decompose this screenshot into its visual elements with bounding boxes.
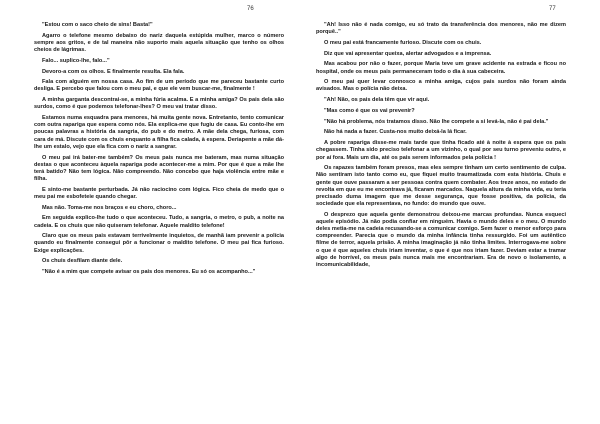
paragraph: Diz que vai apresentar queixa, alertar advogados e a imprensa. bbox=[324, 50, 492, 57]
paragraph: O meu pai está francamente furioso. Discute com os chuis. bbox=[324, 39, 482, 46]
paragraph: Estamos numa esquadra para menores, há muita gente nova. Entretanto, tento comunicar com outra rapariga que espera como nós. Ela explica-me que fugiu de casa. Eu conto-lhe em poucas palavras a história da sangria, do pub e do metro. A mãe dela chega, furiosa, com cara de má. Discute com os chuis enquanto a filha fica calada, à espera. Deriapente a mãe dá-lhe um estalo, vejo que ela fica com o nariz a sangrar. bbox=[34, 115, 284, 150]
paragraph: "Não há problema, nós tratamos disso. Não lhe compete a si levá-la, não é pai dela." bbox=[324, 118, 549, 125]
page-text bbox=[316, 22, 566, 273]
paragraph: Os chuis desfilam diante dele. bbox=[42, 258, 123, 265]
page-number: 76 bbox=[247, 6, 254, 12]
paragraph: "Ah! Não, os pais dela têm que vir aqui. bbox=[324, 97, 430, 104]
paragraph: O desprezo que aquela gente demonstrou deixou-me marcas profundas. Nunca esqueci aquele episódio. Já não podia confiar em ninguém. Havia o mundo deles e o meu. O mundo deles metia-me na cadeia recusando-se a comunicar comigo. Sem fazer o menor esforço para compreender. Parecia que o mundo da minha infância tinha ressurgido. Foi um autêntico filme de terror, aquela prisão. A minha imaginação já não tinha limites. Interrogava-me sobre o que é que aqueles chuis iriam inventar, o que é que nos iriam fazer. Deviam estar a tramar algo de horrível, os meus pais nunca mais me encontrariam. Era de novo o isolamento, a incomunicabilidade, bbox=[316, 211, 566, 268]
paragraph: "Ah! Isso não é nada comigo, eu só trato da transferência dos menores, não me dizem porquê.." bbox=[316, 22, 566, 36]
paragraph: Não há nada a fazer. Custa-nos muito deixá-la lá ficar. bbox=[324, 129, 467, 136]
paragraph: Mas acabou por não o fazer, porque Maria teve um grave acidente na estrada e ficou no hospital, onde os meus pais permaneceram todo o dia à sua cabeceira. bbox=[316, 61, 566, 75]
paragraph: A minha garganta descontrai-se, a minha fúria acalma. E a minha amiga? Os pais dela são surdos, como é que podemos telefonar-lhes? O meu vai tratar disso. bbox=[34, 97, 284, 111]
paragraph: "Mas como é que os vai prevenir? bbox=[324, 107, 415, 114]
paragraph: Mas não. Toma-me nos braços e eu choro, choro... bbox=[42, 204, 177, 211]
paragraph: Claro que os meus pais estavam terrivelmente inquietos, de manhã iam prevenir a polícia quando eu finalmente consegui pôr a funcionar o maldito telefone. O meu pai fica furioso. Exige explicações. bbox=[34, 233, 284, 254]
paragraph: Devoro-a com os olhos. E finalmente resulta. Ela fala. bbox=[42, 68, 185, 75]
paragraph: Fala com alguém em nossa casa. Ao fim de um período que me pareceu bastante curto desliga. E percebo que falou com o meu pai, e que ele vem buscar-me, finalmente ! bbox=[34, 79, 284, 93]
paragraph: Em seguida explico-lhe tudo o que aconteceu. Tudo, a sangria, o metro, o pub, a noite na cadeia. E os chuis que não quiseram telefonar. Aquele maldito telefone! bbox=[34, 215, 284, 229]
paragraph: O meu pai irá bater-me também? Os meus pais nunca me bateram, mas numa situação destas o que aconteceu àquela rapariga pode acontecer-me a mim. Por que é que a mãe lhe terá batido? Não tem lógica. Não compreendo. Não concebo que haja violência entre mãe e filha. bbox=[34, 154, 284, 182]
paragraph: E sinto-me bastante perturbada. Já não raciocino com lógica. Fico cheia de medo que o meu pai me esbofeteie quando chegar. bbox=[34, 186, 284, 200]
paragraph: Agarro o telefone mesmo debaixo do nariz daquela estúpida mulher, marco o número sempre aos gritos, e de tal maneira não suporto mais aquela situação que tenho os olhos cheios de lágrimas. bbox=[34, 32, 284, 54]
page-number: 77 bbox=[549, 6, 556, 12]
paragraph: "Não é a mim que compete avisar os pais dos menores. Eu só os acompanho..." bbox=[42, 269, 256, 276]
paragraph: O meu pai quer levar connosco a minha amiga, cujos pais surdos não foram ainda avisados. Mas o polícia não deixa. bbox=[316, 79, 566, 93]
paragraph: Falo... suplico-lhe, falo..." bbox=[42, 57, 110, 64]
right-page bbox=[316, 0, 566, 424]
paragraph: "Estou com o saco cheio de sins! Basta!" bbox=[42, 22, 153, 28]
page-text bbox=[34, 22, 284, 280]
left-page bbox=[34, 0, 284, 424]
paragraph: A pobre rapariga disse-me mais tarde que tinha ficado até à noite à espera que os pais chegassem. Tinha sido preciso telefonar a um vizinho, o qual por seu turno preveniu outro, e por aí fora. Mais um dia, até os pais serem informados pela polícia ! bbox=[316, 140, 566, 161]
paragraph: Os rapazes também foram presos, mas eles sempre tinham um certo sentimento de culpa. Não sentiram isto tanto como eu, que fiquei muito traumatizada com esta história. Chuis e gente que ouve passaram a ser pessoas contra quem combater. Aos treze anos, no estado de revolta em que eu me encontrava já, ficaram marcados. Naquela altura da minha vida, eu teria precisado duma imagem que me desse segurança, que fosse positiva, da polícia, da sociedade que ela representava, no fundo: do mundo que ouve. bbox=[316, 165, 566, 208]
